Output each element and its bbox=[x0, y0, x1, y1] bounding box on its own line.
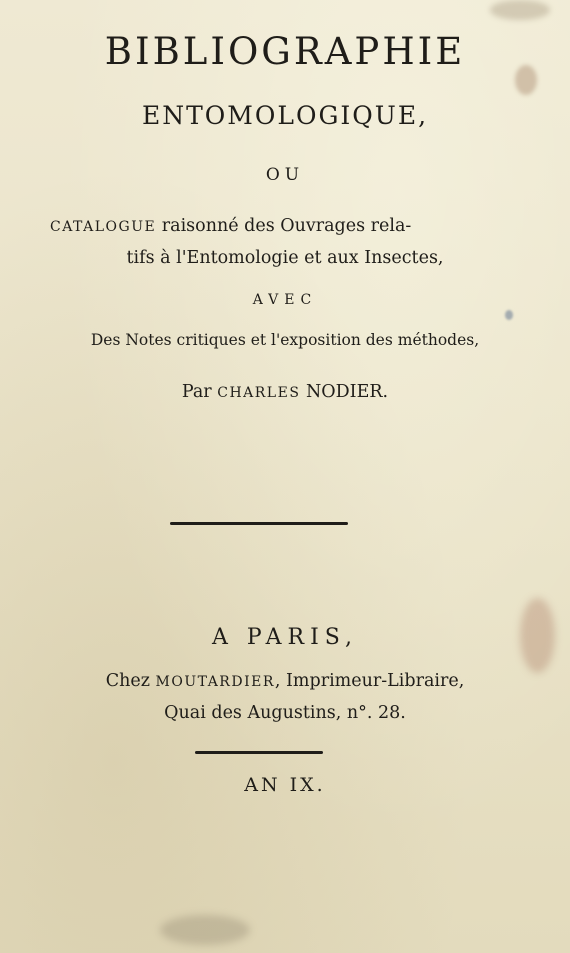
author-last-name: NODIER. bbox=[300, 382, 389, 402]
publisher-title: , Imprimeur-Libraire, bbox=[274, 671, 465, 691]
main-title: BIBLIOGRAPHIE bbox=[104, 30, 466, 73]
author-first-name: CHARLES bbox=[217, 385, 301, 401]
main-title-second-line: ENTOMOLOGIQUE, bbox=[141, 101, 429, 130]
subtitle-line-2: tifs à l'Entomologie et aux Insectes, bbox=[126, 248, 444, 268]
foxing-stain bbox=[160, 915, 250, 945]
imprint-publisher bbox=[0, 671, 570, 691]
connector-ou: OU bbox=[265, 165, 305, 185]
foxing-stain bbox=[490, 0, 550, 20]
imprint-address: Quai des Augustins, n°. 28. bbox=[164, 703, 406, 723]
connector-avec: AVEC bbox=[252, 292, 318, 308]
imprint-date: AN IX. bbox=[244, 774, 326, 796]
subtitle-line-1-text: raisonné des Ouvrages rela- bbox=[156, 216, 412, 236]
notes-line: Des Notes critiques et l'exposition des méthodes, bbox=[90, 331, 480, 349]
subtitle-line-1 bbox=[50, 216, 490, 236]
author-line bbox=[0, 382, 570, 402]
divider-rule bbox=[195, 751, 323, 754]
author-prefix: Par bbox=[181, 382, 218, 402]
ink-spot bbox=[505, 310, 513, 320]
divider-rule bbox=[170, 522, 348, 525]
publisher-name: MOUTARDIER bbox=[155, 674, 275, 690]
publisher-prefix: Chez bbox=[105, 671, 156, 691]
imprint-city: A PARIS, bbox=[211, 625, 359, 650]
subtitle-catalogue: CATALOGUE bbox=[50, 219, 157, 235]
